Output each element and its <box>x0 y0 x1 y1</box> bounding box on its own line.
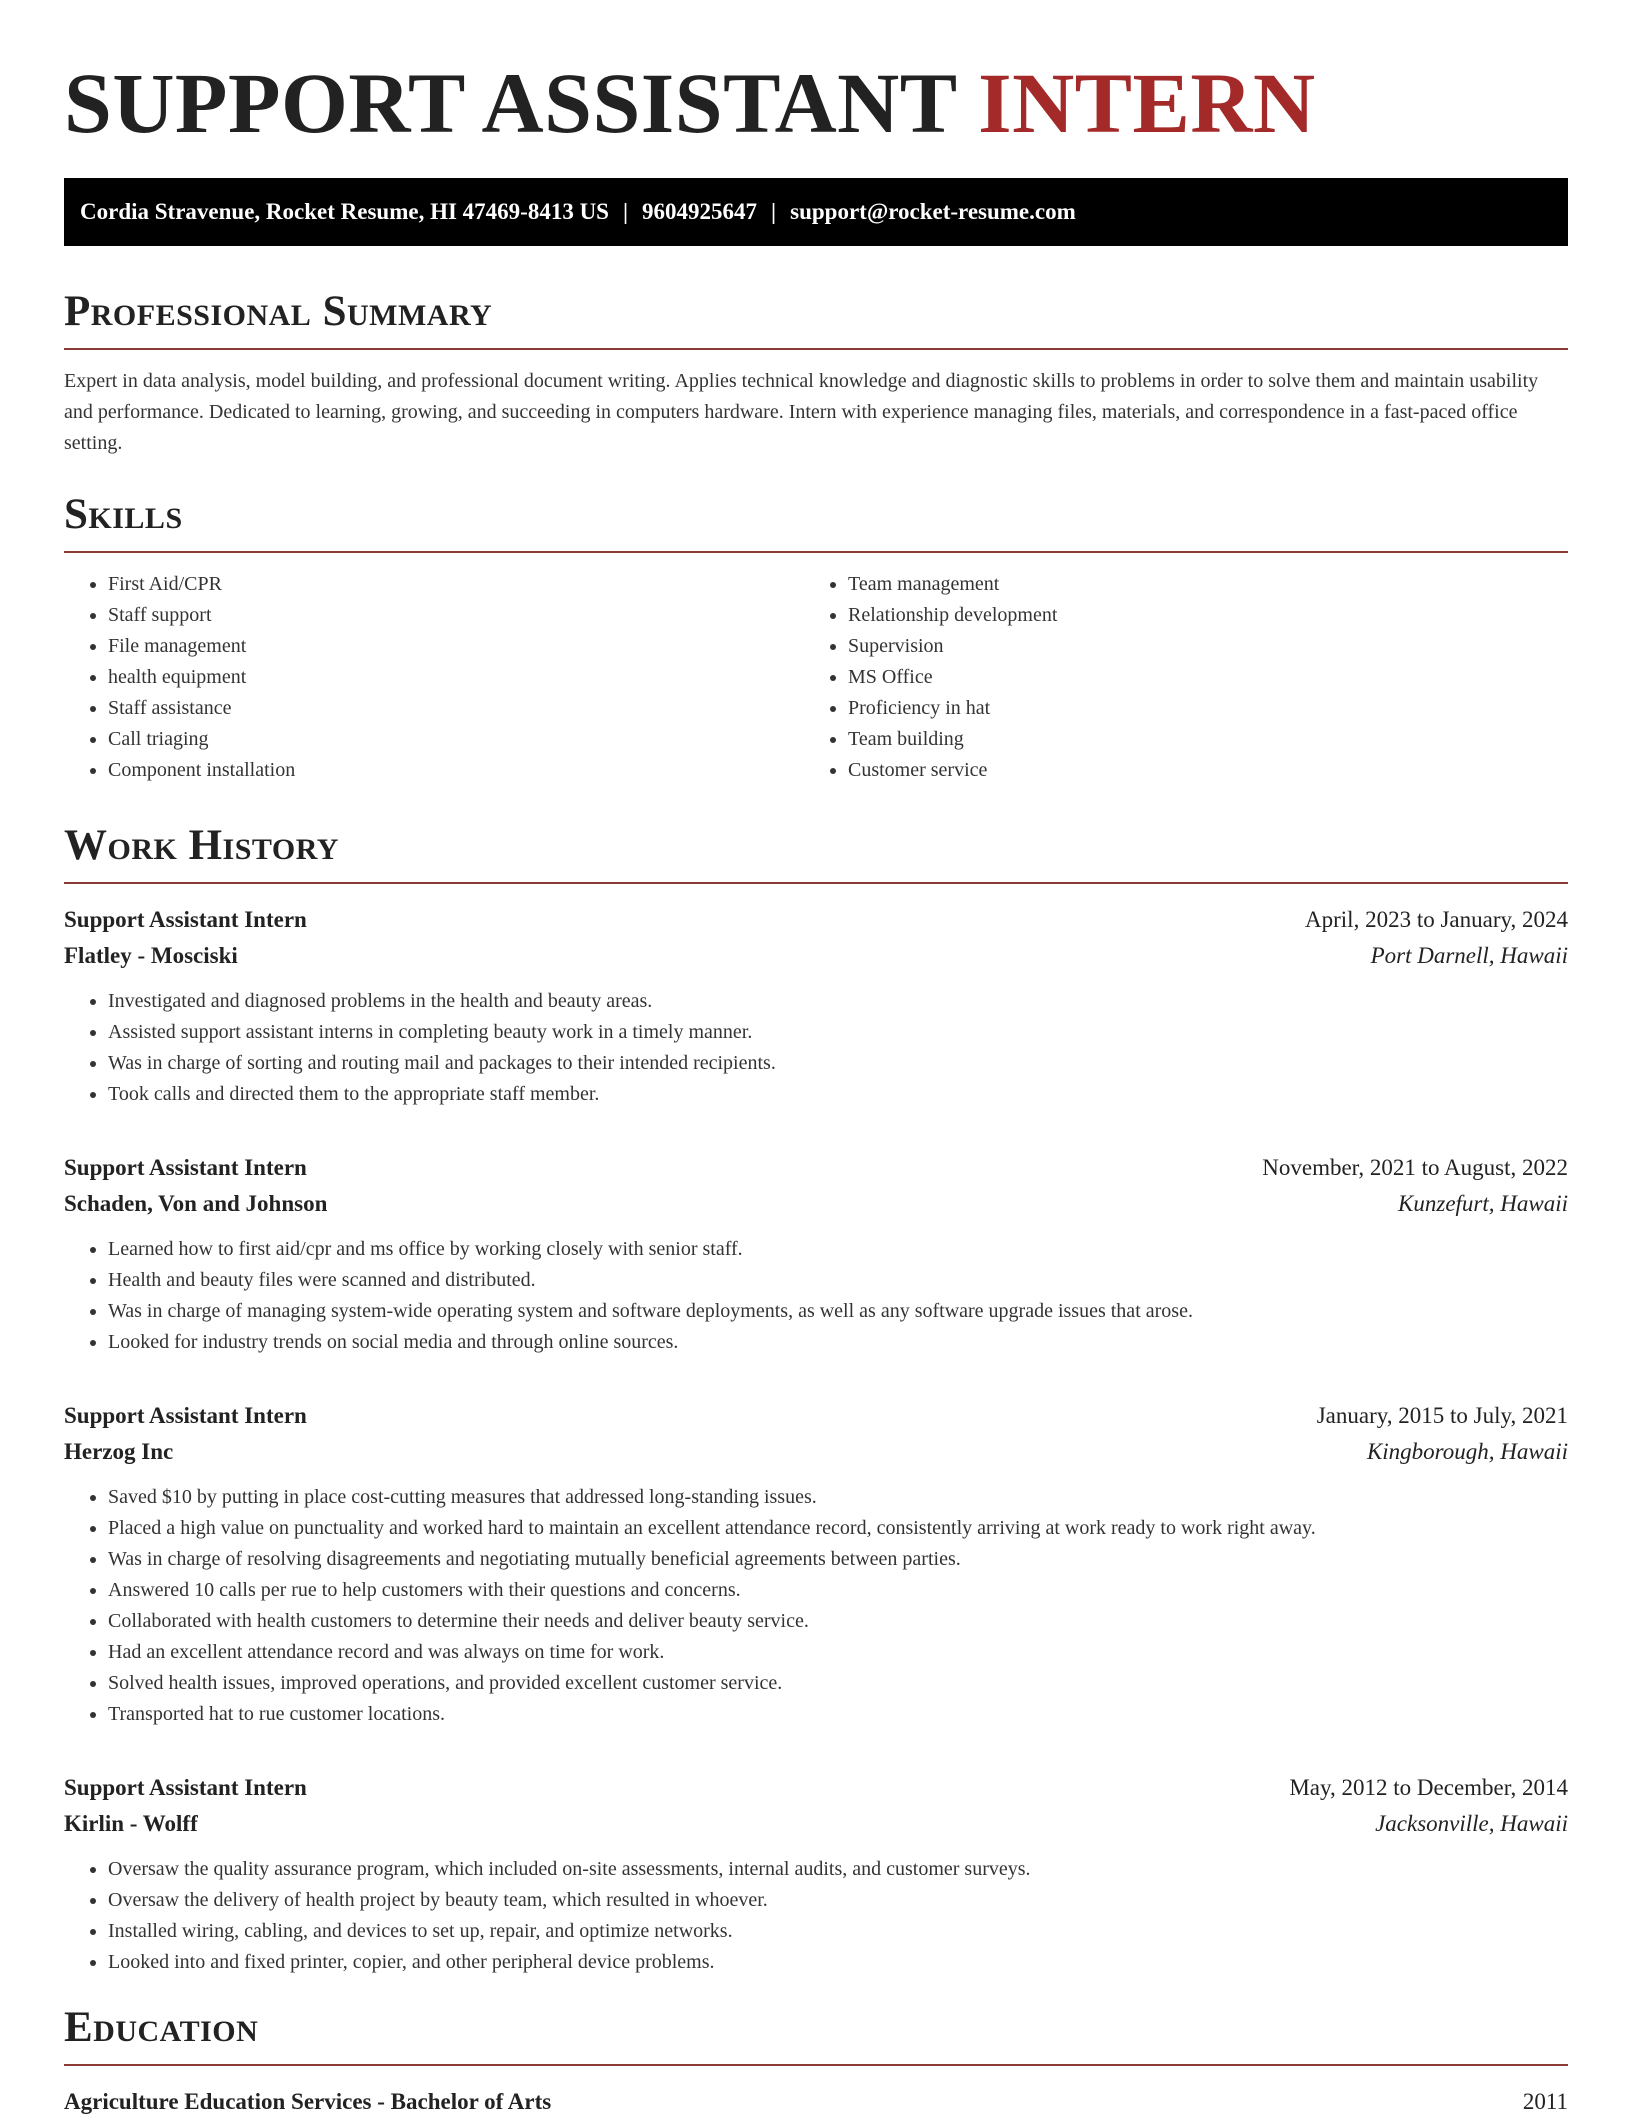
job-bullets <box>64 1234 1568 1358</box>
job-dates: April, 2023 to January, 2024 <box>1305 907 1568 932</box>
job-bullet: • Assisted support assistant interns in completing beauty work in a timely manner. <box>108 1017 1568 1048</box>
skill-item: • MS Office <box>848 662 1544 693</box>
job-bullet: • Saved $10 by putting in place cost-cutting measures that addressed long-standing issues. <box>108 1482 1568 1513</box>
skill-item: • Proficiency in hat <box>848 693 1544 724</box>
title-main: SUPPORT ASSISTANT <box>64 55 957 151</box>
job-company: Flatley - Mosciski <box>64 943 238 968</box>
summary-heading: Professional Summary <box>64 286 1568 350</box>
job-bullet: • Learned how to first aid/cpr and ms office by working closely with senior staff. <box>108 1234 1568 1265</box>
job-bullet: • Looked for industry trends on social media and through online sources. <box>108 1327 1568 1358</box>
skills-section <box>64 489 1568 786</box>
contact-bar <box>64 178 1568 246</box>
job-company: Kirlin - Wolff <box>64 1811 198 1836</box>
job-bullet: • Oversaw the quality assurance program, which included on-site assessments, internal audits, and customer surveys. <box>108 1854 1568 1885</box>
skill-item: • Team management <box>848 569 1544 600</box>
skill-item: • Component installation <box>108 755 804 786</box>
job-bullet: • Answered 10 calls per rue to help customers with their questions and concerns. <box>108 1575 1568 1606</box>
resume-page <box>64 0 1568 2120</box>
work-history-heading: Work History <box>64 820 1568 884</box>
resume-title <box>64 0 1568 151</box>
skill-item: • health equipment <box>108 662 804 693</box>
contact-separator: | <box>622 199 629 224</box>
job-bullet: • Was in charge of sorting and routing mail and packages to their intended recipients. <box>108 1048 1568 1079</box>
job-bullet: • Was in charge of resolving disagreements and negotiating mutually beneficial agreements between parties. <box>108 1544 1568 1575</box>
job-title-row <box>64 902 1568 938</box>
title-accent: INTERN <box>978 55 1316 151</box>
job-title-row <box>64 1398 1568 1434</box>
job-location: Kingborough, Hawaii <box>1366 1439 1568 1464</box>
job-company: Herzog Inc <box>64 1439 174 1464</box>
work-history-section <box>64 820 1568 1978</box>
job-bullet: • Looked into and fixed printer, copier, and other peripheral device problems. <box>108 1947 1568 1978</box>
contact-separator: | <box>771 199 777 224</box>
job-bullet: • Had an excellent attendance record and was always on time for work. <box>108 1637 1568 1668</box>
skill-item: • Call triaging <box>108 724 804 755</box>
job-company-row <box>64 1806 1568 1842</box>
job-title: Support Assistant Intern <box>64 907 307 932</box>
job-entry <box>64 902 1568 1110</box>
skills-heading: Skills <box>64 489 1568 553</box>
job-title-row <box>64 1150 1568 1186</box>
contact-email[interactable]: support@rocket-resume.com <box>790 199 1076 224</box>
job-dates: November, 2021 to August, 2022 <box>1262 1155 1568 1180</box>
skill-item: • Team building <box>848 724 1544 755</box>
skills-list-right <box>804 569 1544 786</box>
education-year: 2011 <box>1522 2089 1568 2114</box>
summary-section <box>64 286 1568 459</box>
job-bullet: • Installed wiring, cabling, and devices to set up, repair, and optimize networks. <box>108 1916 1568 1947</box>
education-degree: Agriculture Education Services - Bachelor of Arts <box>64 2089 552 2114</box>
job-bullet: • Took calls and directed them to the appropriate staff member. <box>108 1079 1568 1110</box>
job-bullet: • Transported hat to rue customer locations. <box>108 1699 1568 1730</box>
job-title-row <box>64 1770 1568 1806</box>
education-heading: Education <box>64 2002 1568 2066</box>
job-bullets <box>64 986 1568 1110</box>
job-entry <box>64 1150 1568 1358</box>
job-bullet: • Collaborated with health customers to determine their needs and deliver beauty service. <box>108 1606 1568 1637</box>
skill-item: • First Aid/CPR <box>108 569 804 600</box>
job-bullets <box>64 1854 1568 1978</box>
job-dates: January, 2015 to July, 2021 <box>1316 1403 1568 1428</box>
job-title: Support Assistant Intern <box>64 1155 307 1180</box>
job-location: Port Darnell, Hawaii <box>1370 943 1568 968</box>
job-entry <box>64 1770 1568 1978</box>
job-title: Support Assistant Intern <box>64 1775 307 1800</box>
skill-item: • Staff support <box>108 600 804 631</box>
skill-item: • File management <box>108 631 804 662</box>
job-title: Support Assistant Intern <box>64 1403 307 1428</box>
education-section <box>64 2002 1568 2120</box>
contact-phone: 9604925647 <box>642 199 758 224</box>
job-location: Kunzefurt, Hawaii <box>1398 1191 1568 1216</box>
job-dates: May, 2012 to December, 2014 <box>1289 1775 1568 1800</box>
job-bullet: • Placed a high value on punctuality and worked hard to maintain an excellent attendance record, consistently arriving at work ready to work right away. <box>108 1513 1568 1544</box>
skill-item: • Staff assistance <box>108 693 804 724</box>
job-company-row <box>64 938 1568 974</box>
job-bullet: • Was in charge of managing system-wide operating system and software deployments, as well as any software upgrade issues that arose. <box>108 1296 1568 1327</box>
job-bullet: • Investigated and diagnosed problems in the health and beauty areas. <box>108 986 1568 1017</box>
skill-item: • Relationship development <box>848 600 1544 631</box>
job-bullet: • Oversaw the delivery of health project by beauty team, which resulted in whoever. <box>108 1885 1568 1916</box>
job-company-row <box>64 1186 1568 1222</box>
contact-address: Cordia Stravenue, Rocket Resume, HI 47469-8413 US <box>80 199 609 224</box>
job-location: Jacksonville, Hawaii <box>1375 1811 1568 1836</box>
skill-item: • Supervision <box>848 631 1544 662</box>
job-company-row <box>64 1434 1568 1470</box>
job-company: Schaden, Von and Johnson <box>64 1191 328 1216</box>
skills-list-left <box>64 569 804 786</box>
skills-columns <box>64 569 1568 786</box>
job-bullet: • Solved health issues, improved operations, and provided excellent customer service. <box>108 1668 1568 1699</box>
job-bullets <box>64 1482 1568 1730</box>
job-bullet: • Health and beauty files were scanned and distributed. <box>108 1265 1568 1296</box>
summary-text: Expert in data analysis, model building, and professional document writing. Applies technical knowledge and diagnostic skills to problems in order to solve them and maintain usability and performance. Dedicated to learning, growing, and succeeding in computers hardware. Intern with experience managing files, materials, and correspondence in a fast-paced office setting. <box>64 370 1539 454</box>
skill-item: • Customer service <box>848 755 1544 786</box>
education-entry <box>64 2084 1568 2120</box>
job-entry <box>64 1398 1568 1730</box>
